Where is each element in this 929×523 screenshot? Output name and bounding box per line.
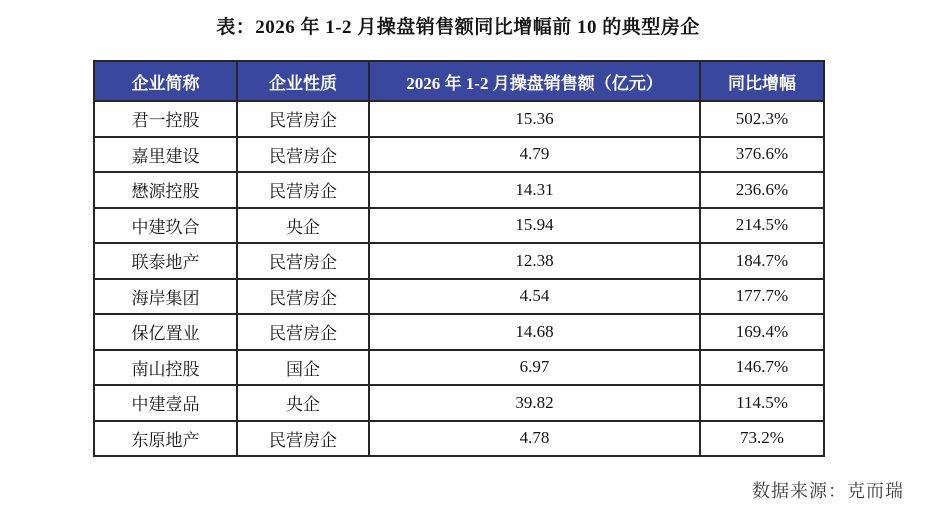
cell-yoy-growth: 376.6%: [700, 137, 824, 173]
cell-company: 懋源控股: [94, 172, 237, 208]
cell-company: 东原地产: [94, 421, 237, 457]
column-header-sales: 2026 年 1-2 月操盘销售额（亿元）: [369, 61, 700, 101]
cell-nature: 民营房企: [237, 101, 369, 137]
cell-company: 君一控股: [94, 101, 237, 137]
table-row: [94, 279, 824, 315]
cell-nature: 央企: [237, 385, 369, 421]
cell-yoy-growth: 169.4%: [700, 314, 824, 350]
companies-growth-table: [93, 60, 825, 457]
cell-nature: 民营房企: [237, 314, 369, 350]
cell-nature: 民营房企: [237, 243, 369, 279]
page-title: 表：2026 年 1-2 月操盘销售额同比增幅前 10 的典型房企: [216, 17, 700, 38]
cell-sales: 4.78: [369, 421, 700, 457]
table-row: [94, 385, 824, 421]
cell-sales: 4.54: [369, 279, 700, 315]
cell-yoy-growth: 236.6%: [700, 172, 824, 208]
cell-sales: 12.38: [369, 243, 700, 279]
cell-company: 保亿置业: [94, 314, 237, 350]
cell-sales: 6.97: [369, 350, 700, 386]
cell-company: 南山控股: [94, 350, 237, 386]
table-row: [94, 101, 824, 137]
cell-nature: 民营房企: [237, 421, 369, 457]
table-row: [94, 208, 824, 244]
table-row: [94, 314, 824, 350]
column-header-company: 企业简称: [94, 61, 237, 101]
cell-company: 中建壹品: [94, 385, 237, 421]
cell-company: 联泰地产: [94, 243, 237, 279]
table-row: [94, 350, 824, 386]
column-header-nature: 企业性质: [237, 61, 369, 101]
cell-sales: 4.79: [369, 137, 700, 173]
cell-nature: 国企: [237, 350, 369, 386]
cell-company: 嘉里建设: [94, 137, 237, 173]
cell-nature: 民营房企: [237, 279, 369, 315]
data-source-note: 数据来源：克而瑞: [752, 481, 904, 501]
table-row: [94, 421, 824, 457]
cell-yoy-growth: 114.5%: [700, 385, 824, 421]
cell-sales: 15.94: [369, 208, 700, 244]
cell-yoy-growth: 502.3%: [700, 101, 824, 137]
cell-company: 海岸集团: [94, 279, 237, 315]
cell-sales: 14.68: [369, 314, 700, 350]
table-header-row: [94, 61, 824, 101]
cell-yoy-growth: 177.7%: [700, 279, 824, 315]
table-row: [94, 172, 824, 208]
cell-nature: 民营房企: [237, 172, 369, 208]
cell-sales: 15.36: [369, 101, 700, 137]
cell-sales: 14.31: [369, 172, 700, 208]
cell-company: 中建玖合: [94, 208, 237, 244]
cell-yoy-growth: 184.7%: [700, 243, 824, 279]
cell-nature: 央企: [237, 208, 369, 244]
cell-nature: 民营房企: [237, 137, 369, 173]
cell-yoy-growth: 214.5%: [700, 208, 824, 244]
column-header-yoy-growth: 同比增幅: [700, 61, 824, 101]
table-row: [94, 243, 824, 279]
cell-yoy-growth: 73.2%: [700, 421, 824, 457]
cell-yoy-growth: 146.7%: [700, 350, 824, 386]
cell-sales: 39.82: [369, 385, 700, 421]
table-row: [94, 137, 824, 173]
